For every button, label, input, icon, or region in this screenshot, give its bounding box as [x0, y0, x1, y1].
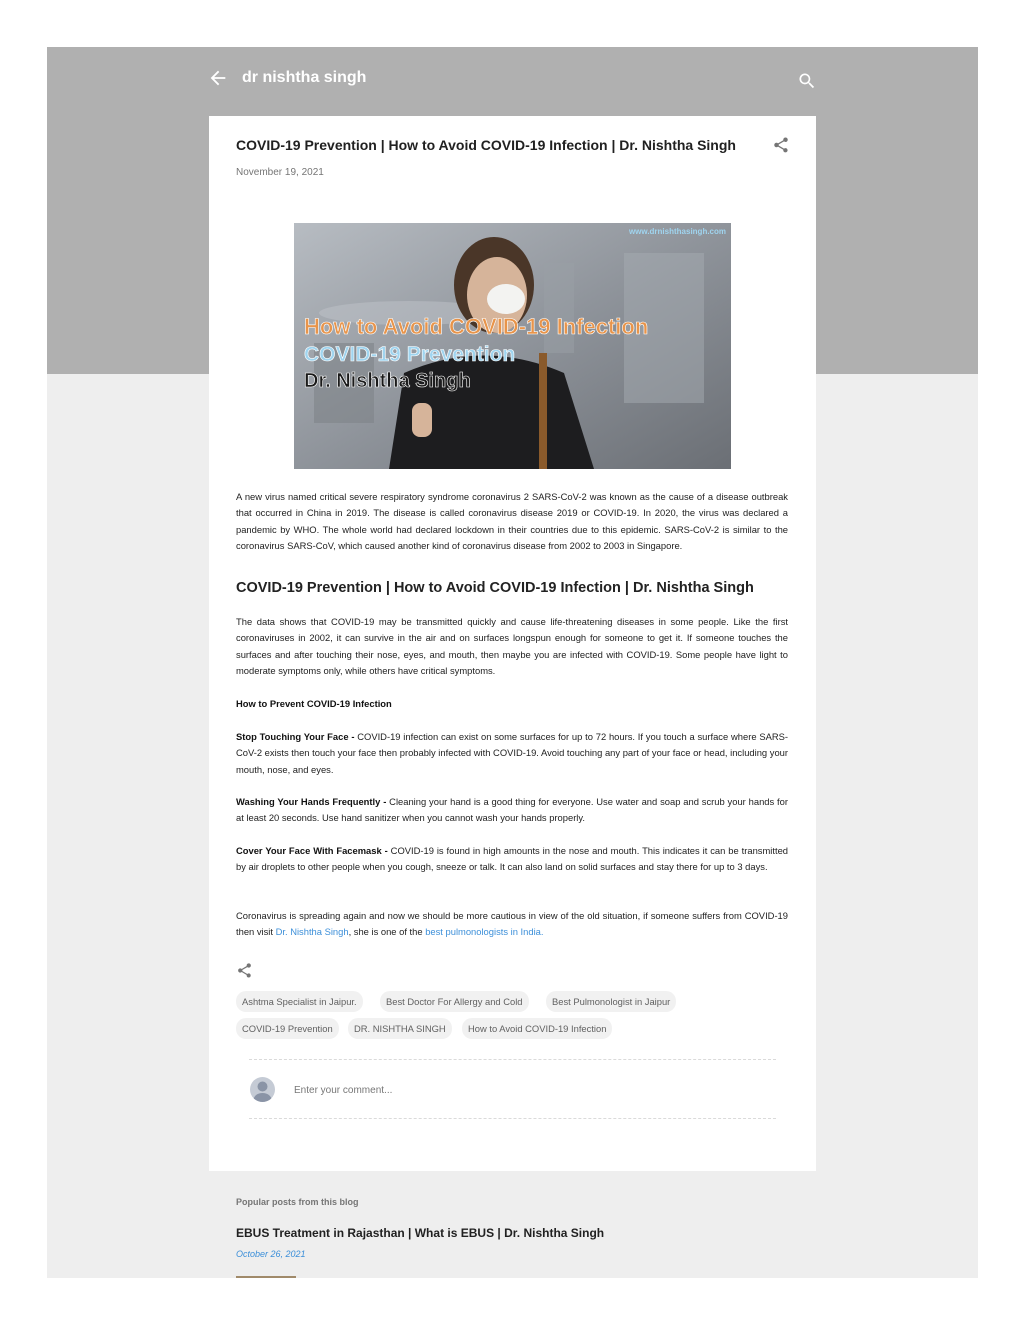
blog-title-link[interactable]: dr nishtha singh [242, 69, 367, 86]
tip-text: Cleaning your hand is a good thing for everyone. Use water and soap and scrub your hands for at least 20 seconds. Use hand sanitizer when you cannot wash your hands properly. [236, 796, 788, 824]
popular-post-title[interactable]: EBUS Treatment in Rajasthan | What is EBUS | Dr. Nishtha Singh [236, 1226, 605, 1240]
prevent-heading [236, 696, 788, 712]
search-icon[interactable] [797, 71, 817, 91]
closing-paragraph [236, 908, 788, 941]
post-title: COVID-19 Prevention | How to Avoid COVID-19 Infection | Dr. Nishtha Singh [236, 137, 736, 153]
data-paragraph: The data shows that COVID-19 may be transmitted quickly and cause life-threatening diseases in some people. Like the first coronaviruses in 2002, it can survive in the air and on surfaces longspun enough for someone to get it. If someone touches the surfaces and after touching their nose, eyes, and mouth, then maybe you are infected with COVID-19. Some people have light to moderate symptoms only, while others have critical symptoms. [236, 616, 788, 677]
closing-text: Coronavirus is spreading again and now we should be more cautious in view of the old situation, if someone suffers from COVID-19 then visit [236, 910, 788, 938]
label-chip[interactable]: Ashtma Specialist in Jaipur. [236, 991, 363, 1012]
tip-label: Cover Your Face With Facemask - [236, 845, 388, 856]
tip-text: COVID-19 is found in high amounts in the nose and mouth. This indicates it can be transmitted by air droplets to other people when you cough, sneeze or talk. It can also land on solid surfaces and stay there for up to 3 days. [236, 845, 789, 873]
post-card [209, 116, 816, 1171]
share-icon[interactable] [772, 136, 790, 154]
tip-label: Washing Your Hands Frequently - [236, 796, 387, 807]
user-avatar-icon [250, 1077, 275, 1102]
tip-label: Stop Touching Your Face - [236, 731, 355, 742]
doctor-link[interactable]: Dr. Nishtha Singh [275, 926, 349, 938]
page-frame [47, 47, 978, 1278]
hero-watermark: www.drnishthasingh.com [628, 227, 726, 236]
tip-paragraph [236, 794, 788, 827]
tip-paragraph [236, 729, 788, 778]
label-chip[interactable]: How to Avoid COVID-19 Infection [462, 1018, 612, 1039]
hero-title-line1: How to Avoid COVID-19 Infection [304, 314, 649, 339]
intro-paragraph: A new virus named critical severe respiratory syndrome coronavirus 2 SARS-CoV-2 was known as the cause of a disease outbreak that occurred in China in 2019. The disease is called coronavirus disease 2019 or COVID-19. In 2020, the virus was declared a pandemic by WHO. The whole world had declared lockdown in their countries due to this epidemic. SARS-CoV-2 is similar to the coronavirus SARS-CoV, which caused another kind of coronavirus disease from 2002 to 2003 in Singapore. [236, 491, 788, 552]
label-chip[interactable]: DR. NISHTHA SINGH [348, 1018, 452, 1039]
header-bar [47, 47, 978, 115]
comment-input[interactable] [294, 1082, 764, 1098]
post-date: November 19, 2021 [236, 167, 324, 178]
hero-title-line2: COVID-19 Prevention [304, 343, 516, 366]
tip-paragraph [236, 843, 788, 876]
popular-post-thumbnail[interactable] [236, 1276, 296, 1278]
popular-post-date: October 26, 2021 [236, 1249, 306, 1259]
label-chip[interactable]: Best Doctor For Allergy and Cold [380, 991, 529, 1012]
prevent-heading-text: How to Prevent COVID-19 Infection [236, 698, 392, 709]
share-icon[interactable] [236, 962, 253, 979]
tip-text: COVID-19 infection can exist on some surfaces for up to 72 hours. If you touch a surface where SARS-CoV-2 exists then touch your face then probably infected with COVID-19. Avoid touching any part of your face or head, including your mouth, nose, and eyes. [236, 731, 788, 775]
hero-image [294, 223, 731, 469]
closing-text: , she is one of the [348, 926, 426, 938]
post-subheading: COVID-19 Prevention | How to Avoid COVID-19 Infection | Dr. Nishtha Singh [236, 580, 754, 596]
pulmonologists-link[interactable]: best pulmonologists in India. [425, 926, 544, 938]
hero-title-line3: Dr. Nishtha Singh [304, 370, 471, 392]
comment-box [249, 1059, 776, 1119]
popular-heading: Popular posts from this blog [236, 1197, 359, 1207]
label-chip[interactable]: COVID-19 Prevention [236, 1018, 339, 1039]
arrow-left-icon[interactable] [207, 67, 229, 89]
label-chip[interactable]: Best Pulmonologist in Jaipur [546, 991, 676, 1012]
